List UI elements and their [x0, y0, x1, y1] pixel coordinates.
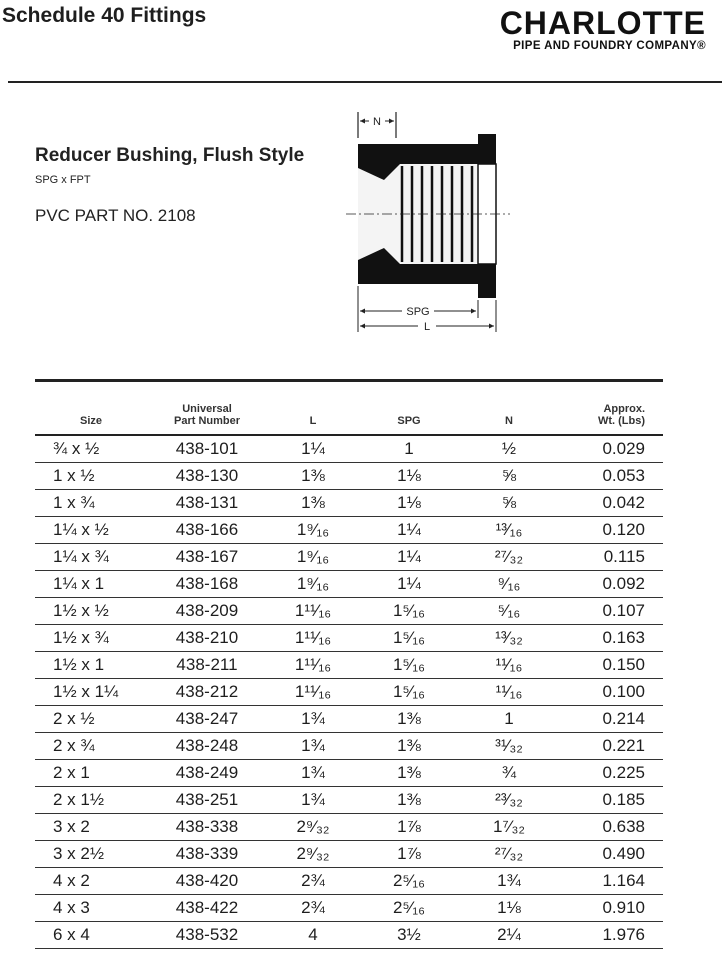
spg-cell: 1¼	[397, 520, 421, 539]
l-cell: 1¹¹⁄₁₆	[294, 682, 332, 701]
size-cell: 6 x 4	[53, 925, 90, 944]
n-cell: ²³⁄₃₂	[495, 790, 523, 809]
col-weight-header	[559, 381, 663, 436]
weight-cell: 0.120	[602, 520, 645, 539]
size-cell: 4 x 3	[53, 898, 90, 917]
dimension-n-label: N	[373, 116, 381, 128]
spg-cell: 1¼	[397, 547, 421, 566]
connection-type: SPG x FPT	[35, 174, 91, 186]
size-cell: 1½ x 1	[53, 655, 105, 674]
table-row	[35, 760, 663, 787]
part-number-cell: 438-338	[175, 817, 239, 836]
part-number-cell: 438-532	[175, 925, 239, 944]
n-cell: 2¼	[497, 925, 521, 944]
weight-cell: 0.214	[602, 709, 645, 728]
l-cell: 2¾	[301, 871, 325, 890]
spg-cell: 2⁵⁄₁₆	[393, 871, 425, 890]
spg-cell: 1⅞	[397, 817, 421, 836]
col-n-header: N	[505, 415, 513, 427]
part-number-cell: 438-247	[175, 709, 239, 728]
part-number-cell: 438-167	[175, 547, 239, 566]
table-row	[35, 841, 663, 868]
part-number-cell: 438-211	[176, 655, 238, 674]
table-row	[35, 571, 663, 598]
n-cell: ½	[501, 439, 517, 458]
part-number-cell: 438-251	[175, 790, 239, 809]
part-number-cell: 438-420	[175, 871, 239, 890]
size-cell: 2 x ½	[53, 709, 95, 728]
table-row	[35, 868, 663, 895]
weight-cell: 0.490	[602, 844, 645, 863]
part-number-cell: 438-422	[175, 898, 239, 917]
header-divider	[8, 81, 722, 83]
part-number-cell: 438-212	[175, 682, 239, 701]
spg-cell: 1⁵⁄₁₆	[393, 628, 425, 647]
spg-cell: 1⅛	[397, 493, 421, 512]
n-cell: ³¹⁄₃₂	[495, 736, 523, 755]
n-cell: 1⁷⁄₃₂	[493, 817, 525, 836]
weight-cell: 0.150	[602, 655, 645, 674]
l-cell: 2¾	[301, 898, 325, 917]
part-number-cell: 438-210	[175, 628, 239, 647]
brand-subtitle: PIPE AND FOUNDRY COMPANY®	[513, 40, 706, 52]
l-cell: 1¹¹⁄₁₆	[294, 655, 332, 674]
series-title: Schedule 40 Fittings	[2, 4, 207, 27]
n-cell: 1¾	[497, 871, 521, 890]
table-row	[35, 625, 663, 652]
l-cell: 2⁹⁄₃₂	[296, 844, 330, 863]
weight-cell: 0.029	[602, 439, 645, 458]
bushing-cross-section-drawing	[340, 106, 520, 338]
size-cell: 3 x 2½	[53, 844, 105, 863]
size-cell: 1½ x ½	[53, 601, 109, 620]
table-row	[35, 652, 663, 679]
weight-cell: 0.221	[602, 736, 645, 755]
size-cell: 1 x ½	[53, 466, 95, 485]
part-number-cell: 438-101	[175, 439, 239, 458]
spg-cell: 1⅞	[397, 844, 421, 863]
weight-cell: 0.638	[602, 817, 645, 836]
l-cell: 2⁹⁄₃₂	[296, 817, 330, 836]
table-row	[35, 463, 663, 490]
weight-cell: 0.053	[602, 466, 645, 485]
part-number-cell: 438-130	[175, 466, 239, 485]
pvc-part-number: PVC PART NO. 2108	[35, 206, 196, 225]
n-cell: ²⁷⁄₃₂	[494, 547, 524, 566]
part-number-cell: 438-131	[175, 493, 239, 512]
table-row	[35, 787, 663, 814]
spg-cell: 1⅜	[397, 709, 421, 728]
weight-cell: 0.225	[602, 763, 645, 782]
table-row	[35, 895, 663, 922]
dimension-spg-label: SPG	[406, 306, 430, 318]
n-cell: ¹¹⁄₁₆	[495, 682, 523, 701]
l-cell: 1⅜	[301, 466, 325, 485]
spg-cell: 1⅜	[397, 790, 421, 809]
table-row	[35, 598, 663, 625]
size-cell: 1¼ x ½	[53, 520, 109, 539]
col-weight-line1: Approx.	[603, 403, 645, 415]
weight-cell: 0.092	[602, 574, 645, 593]
l-cell: 1¹¹⁄₁₆	[294, 628, 332, 647]
l-cell: 1¾	[301, 763, 325, 782]
l-cell: 1¾	[301, 736, 325, 755]
n-cell: ¾	[501, 763, 517, 782]
weight-cell: 0.042	[602, 493, 645, 512]
part-number-cell: 438-248	[175, 736, 239, 755]
dimension-l-label: L	[423, 321, 431, 333]
n-cell: 1⅛	[497, 898, 521, 917]
spg-cell: 1	[404, 439, 414, 458]
part-number-cell: 438-168	[175, 574, 239, 593]
col-part-number-header	[147, 381, 267, 436]
table-row	[35, 490, 663, 517]
col-size-header: Size	[79, 415, 102, 427]
l-cell: 1⁹⁄₁₆	[296, 547, 330, 566]
n-cell: ⁵⁄₁₆	[497, 601, 521, 620]
size-cell: 1¼ x ¾	[53, 547, 109, 566]
table-row	[35, 435, 663, 463]
part-number-cell: 438-249	[175, 763, 239, 782]
spg-cell: 3½	[397, 925, 421, 944]
size-cell: 2 x ¾	[53, 736, 95, 755]
l-cell: 1⁹⁄₁₆	[296, 520, 330, 539]
table-row	[35, 922, 663, 949]
size-cell: 4 x 2	[53, 871, 90, 890]
part-number-cell: 438-339	[175, 844, 239, 863]
table-header-row	[35, 381, 663, 436]
col-part-line1: Universal	[182, 403, 232, 415]
n-cell: ²⁷⁄₃₂	[494, 844, 524, 863]
table-row	[35, 814, 663, 841]
size-cell: 2 x 1½	[53, 790, 105, 809]
table-row	[35, 517, 663, 544]
size-cell: 1½ x ¾	[53, 628, 109, 647]
part-number-cell: 438-166	[175, 520, 239, 539]
n-cell: ⅝	[501, 493, 517, 512]
spg-cell: 1⅜	[397, 763, 421, 782]
l-cell: 1¹¹⁄₁₆	[294, 601, 332, 620]
spg-cell: 1⁵⁄₁₆	[393, 682, 425, 701]
table-row	[35, 679, 663, 706]
l-cell: 1¼	[301, 439, 325, 458]
weight-cell: 1.164	[602, 871, 645, 890]
table-row	[35, 544, 663, 571]
l-cell: 1¾	[301, 790, 325, 809]
l-cell: 1⅜	[301, 493, 325, 512]
spg-cell: 1⁵⁄₁₆	[393, 601, 425, 620]
n-cell: ¹³⁄₃₂	[495, 628, 523, 647]
n-cell: 1	[504, 709, 514, 728]
weight-cell: 0.910	[602, 898, 645, 917]
col-spg-header: SPG	[397, 415, 421, 427]
n-cell: ⅝	[501, 466, 517, 485]
spg-cell: 1⁵⁄₁₆	[393, 655, 425, 674]
table-row	[35, 733, 663, 760]
spg-cell: 1¼	[397, 574, 421, 593]
size-cell: ¾ x ½	[53, 439, 100, 458]
n-cell: ¹¹⁄₁₆	[495, 655, 523, 674]
product-name: Reducer Bushing, Flush Style	[35, 145, 305, 166]
spg-cell: 2⁵⁄₁₆	[393, 898, 425, 917]
size-cell: 3 x 2	[53, 817, 90, 836]
n-cell: ⁹⁄₁₆	[497, 574, 521, 593]
table-row	[35, 706, 663, 733]
weight-cell: 0.107	[602, 601, 645, 620]
part-number-cell: 438-209	[175, 601, 239, 620]
weight-cell: 0.115	[603, 547, 645, 566]
l-cell: 1⁹⁄₁₆	[296, 574, 330, 593]
brand-name: CHARLOTTE	[499, 5, 706, 41]
size-cell: 1¼ x 1	[53, 574, 105, 593]
spg-cell: 1⅜	[397, 736, 421, 755]
weight-cell: 1.976	[602, 925, 645, 944]
l-cell: 1¾	[301, 709, 325, 728]
size-cell: 2 x 1	[53, 763, 90, 782]
col-weight-line2: Wt. (Lbs)	[597, 415, 645, 427]
n-cell: ¹³⁄₁₆	[495, 520, 523, 539]
weight-cell: 0.185	[602, 790, 645, 809]
size-cell: 1½ x 1¼	[53, 682, 119, 701]
col-l-header: L	[309, 415, 317, 427]
weight-cell: 0.100	[602, 682, 645, 701]
brand-logo	[500, 6, 706, 52]
size-cell: 1 x ¾	[53, 493, 95, 512]
col-part-line2: Part Number	[173, 415, 241, 427]
fitting-spec-table	[35, 379, 663, 949]
l-cell: 4	[308, 925, 318, 944]
spg-cell: 1⅛	[397, 466, 421, 485]
weight-cell: 0.163	[602, 628, 645, 647]
